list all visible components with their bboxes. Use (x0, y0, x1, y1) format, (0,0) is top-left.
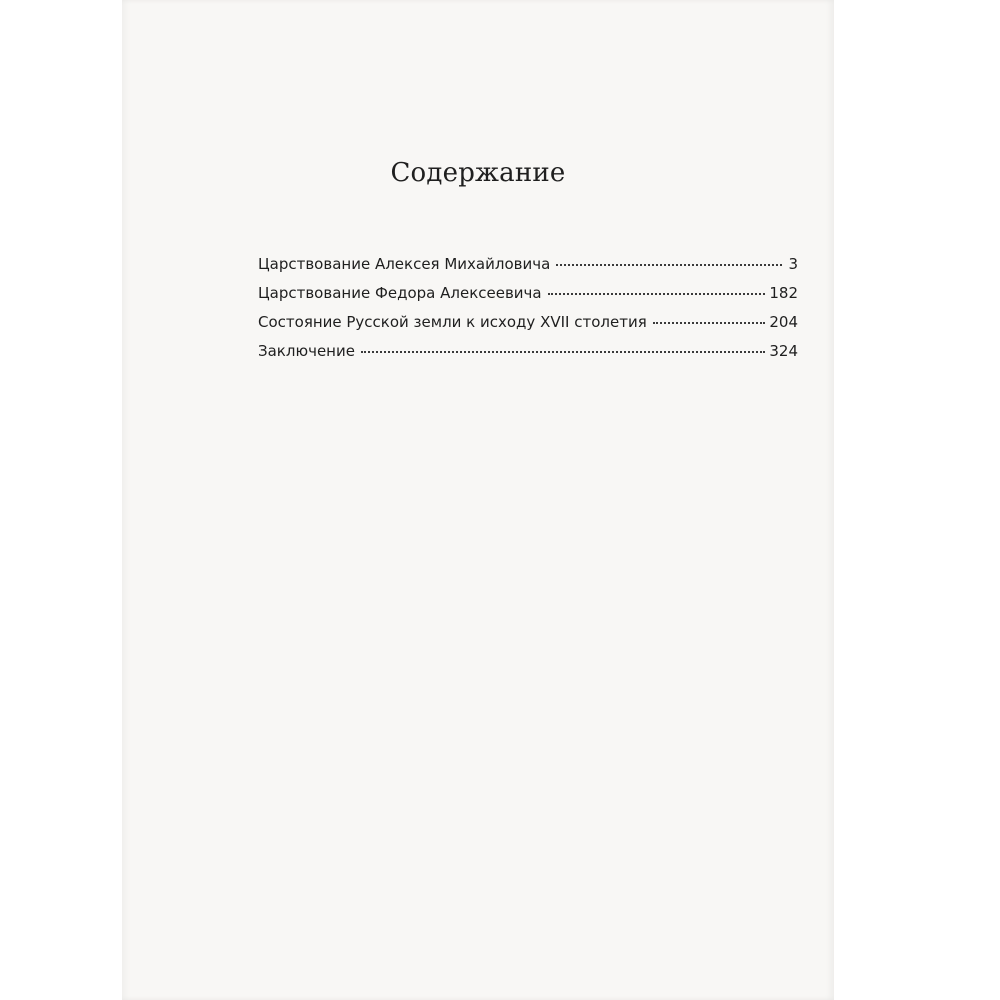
dot-leader (653, 322, 766, 324)
toc-entry-title: Царствование Федора Алексеевича (258, 284, 542, 302)
dot-leader (361, 351, 765, 353)
toc-entry (258, 255, 798, 284)
dot-leader (548, 293, 766, 295)
toc-entry-page: 3 (788, 255, 798, 273)
toc-entry-page: 204 (769, 313, 798, 331)
page-title: Содержание (390, 158, 566, 188)
book-page (122, 0, 834, 1000)
toc-entry-title: Состояние Русской земли к исходу XVII столетия (258, 313, 647, 331)
toc-entry-page: 182 (769, 284, 798, 302)
dot-leader (556, 264, 782, 266)
toc-entry (258, 313, 798, 342)
toc-entry (258, 342, 798, 371)
table-of-contents (258, 255, 798, 371)
toc-entry-title: Заключение (258, 342, 355, 360)
toc-entry-page: 324 (769, 342, 798, 360)
toc-entry (258, 284, 798, 313)
toc-entry-title: Царствование Алексея Михайловича (258, 255, 551, 273)
